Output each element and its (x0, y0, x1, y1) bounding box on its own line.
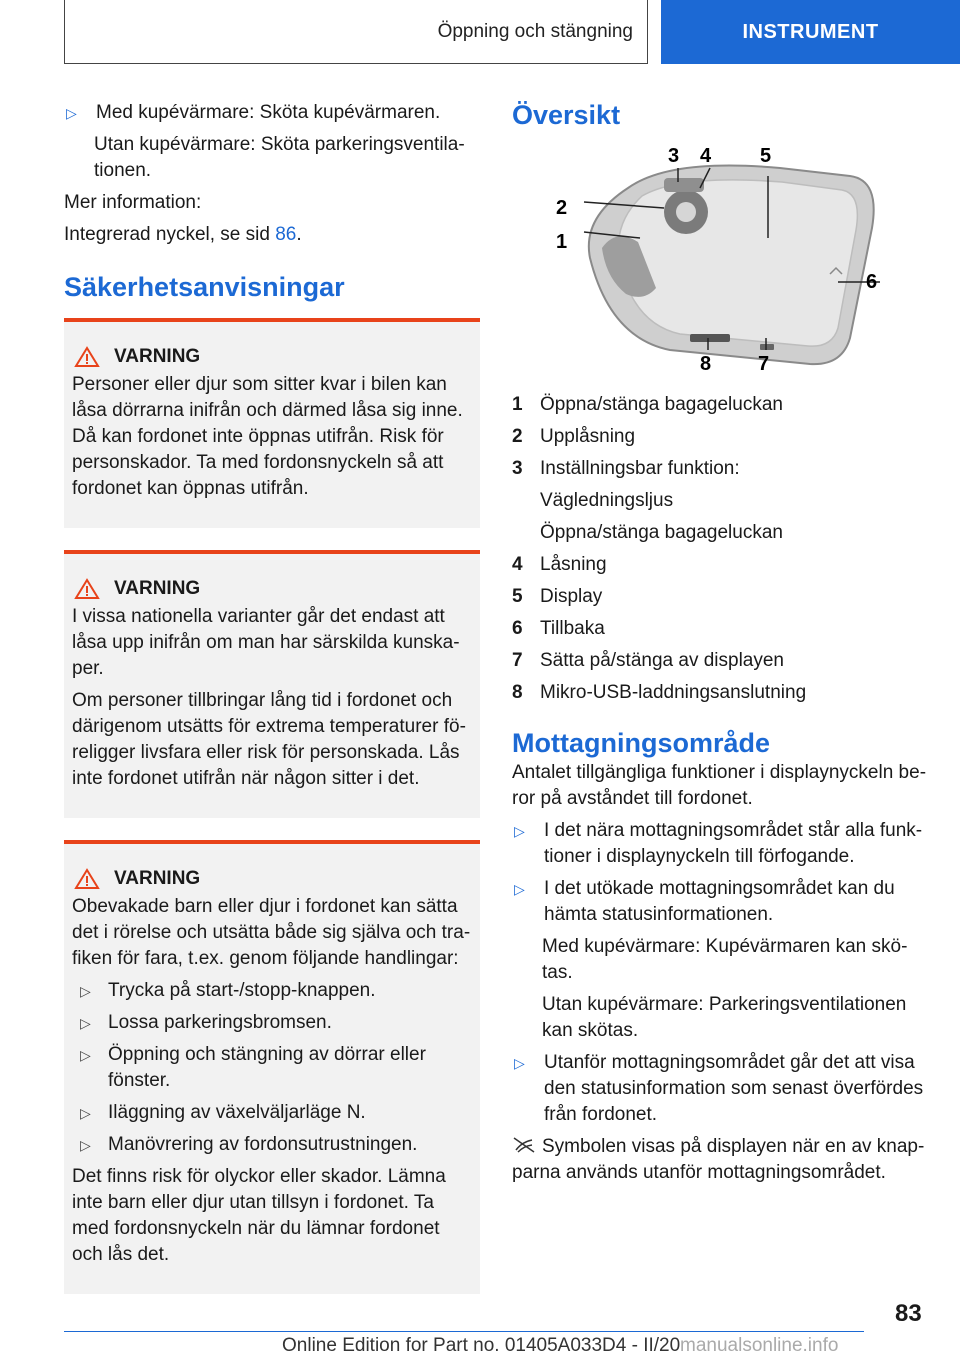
warning-text: Det finns risk för olyckor eller skador. Lämna inte barn eller djur utan tillsyn i fordonet. Ta med fordonsnyckeln när du lämnar fordonet och lås det. (72, 1166, 446, 1265)
legend-item: 5 Display (512, 586, 603, 607)
symbol-note: Symbolen visas på displayen när en av knapparna används utanför mottagningsområdet. (512, 1136, 925, 1183)
footer-edition: Online Edition for Part no. 01405A033D4 - II/20 (282, 1335, 681, 1356)
list-item: ▷ Manövrering av fordonsutrustningen. (72, 1132, 472, 1158)
warning-text: Obevakade barn eller djur i fordonet kan sätta det i rörelse och utsätta både sig själva och trafiken för fara, t.ex. genom följande handlingar: (72, 896, 471, 969)
list-item: ▷ Iläggning av växelväljarläge N. (72, 1100, 472, 1126)
figure-label: 3 (668, 145, 680, 167)
display-key-illustration (550, 138, 880, 374)
section-heading: Översikt (512, 100, 621, 130)
triangle-bullet-icon: ▷ (80, 1015, 91, 1031)
cross-reference: Integrerad nyckel, se sid 86. (64, 224, 302, 245)
figure-label: 1 (556, 231, 568, 253)
triangle-bullet-icon: ▷ (80, 1105, 91, 1121)
list-item: ▷ Trycka på start-/stopp-knappen. (72, 978, 472, 1004)
out-of-range-signal-icon (512, 1136, 538, 1154)
header-section-tab[interactable]: INSTRUMENT (661, 0, 960, 64)
list-item: ▷ Lossa parkeringsbromsen. (72, 1010, 472, 1036)
figure-label: 4 (700, 145, 712, 167)
legend-item: 3 Inställningsbar funktion: (512, 458, 740, 479)
header-chapter: Öppning och stängning (64, 0, 648, 64)
warning-text: Om personer tillbringar lång tid i fordonet och därigenom utsätts för extrema temperaturer föreligger livsfara eller risk för personskada. Lås inte fordonet utifrån när någon sitter i det. (72, 690, 466, 789)
bullet-item: ▷ I det utökade mottagningsområdet kan du hämta statusinformationen. (512, 876, 928, 928)
warning-triangle-icon (74, 578, 100, 600)
legend-item: 2 Upplåsning (512, 426, 636, 447)
warning-text: I vissa nationella varianter går det endast att låsa upp inifrån om man har särskilda kunskaper. (72, 606, 460, 679)
footer-divider (64, 1331, 864, 1332)
legend-subitem: Vägledningsljus (540, 490, 674, 511)
triangle-bullet-icon: ▷ (514, 823, 525, 839)
triangle-bullet-icon: ▷ (80, 983, 91, 999)
list-item: ▷ Öppning och stängning av dörrar eller fönster. (72, 1042, 472, 1094)
legend-subitem: Öppna/stänga bagageluckan (540, 522, 783, 543)
triangle-bullet-icon: ▷ (80, 1047, 91, 1063)
triangle-bullet-icon: ▷ (514, 881, 525, 897)
bullet-sub-text: Med kupévärmare: Kupévärmaren kan skötas. (542, 936, 908, 983)
legend-item: 6 Tillbaka (512, 618, 605, 639)
intro-text: Antalet tillgängliga funktioner i displaynyckeln beror på avståndet till fordonet. (512, 762, 927, 809)
watermark: manualsonline.info (680, 1335, 839, 1356)
left-column (64, 100, 480, 1316)
bullet-sub-text: Utan kupévärmare: Sköta parkeringsventilationen. (94, 134, 465, 181)
figure-label: 7 (758, 353, 770, 374)
page-link[interactable]: 86 (275, 224, 297, 245)
more-info-label: Mer information: (64, 192, 202, 213)
triangle-bullet-icon: ▷ (80, 1137, 91, 1153)
legend-item: 4 Låsning (512, 554, 607, 575)
figure-label: 5 (760, 145, 772, 167)
triangle-bullet-icon: ▷ (514, 1055, 525, 1071)
bullet-sub-text: Utan kupévärmare: Parkeringsventilationen kan skötas. (542, 994, 907, 1041)
warning-box: VARNING Personer eller djur som sitter kvar i bilen kan låsa dörrarna inifrån och därmed låsa sig inne. Då kan fordonet inte öppnas utifrån. Risk för personskador. Ta med fordonsnyckeln så att fordonet kan öppnas utifrån. (64, 318, 480, 528)
bullet-item: ▷ Utanför mottagningsområdet går det att visa den statusinformation som senast överfördes från fordonet. (512, 1050, 928, 1128)
section-heading: Säkerhetsanvisningar (64, 272, 345, 302)
section-heading: Mottagningsområde (512, 728, 771, 758)
triangle-bullet-icon: ▷ (66, 105, 77, 121)
warning-box: VARNING I vissa nationella varianter går det endast att låsa upp inifrån om man har särskilda kunskaper. Om personer tillbringar lång tid i fordonet och därigenom utsätts för extrema temperaturer föreligger livsfara eller risk för personskada. Lås inte fordonet utifrån när någon sitter i det. (64, 550, 480, 818)
legend-item: 8 Mikro-USB-laddningsanslutning (512, 682, 807, 703)
figure-label: 8 (700, 353, 712, 374)
warning-triangle-icon (74, 868, 100, 890)
figure-label: 6 (866, 271, 878, 293)
right-column (512, 100, 928, 1192)
legend-item: 7 Sätta på/stänga av displayen (512, 650, 785, 671)
legend-item: 1 Öppna/stänga bagageluckan (512, 394, 783, 415)
figure-label: 2 (556, 197, 568, 219)
page-number: 83 (895, 1300, 922, 1327)
bullet-item: ▷ I det nära mottagningsområdet står alla funktioner i displaynyckeln till förfogande. (512, 818, 928, 870)
warning-text: Personer eller djur som sitter kvar i bilen kan låsa dörrarna inifrån och därmed låsa sig inne. Då kan fordonet inte öppnas utifrån. Risk för personskador. Ta med fordonsnyckeln så att fordonet kan öppnas utifrån. (72, 374, 463, 499)
bullet-item: ▷ Med kupévärmare: Sköta kupévärmaren. (64, 100, 480, 126)
warning-box: VARNING Obevakade barn eller djur i fordonet kan sätta det i rörelse och utsätta både sig själva och trafiken för fara, t.ex. genom följande handlingar: ▷ Trycka på start-/stopp-knappen. ▷ Lossa parkeringsbromsen. ▷ Öppning och stängning av dörrar eller fönster. ▷ Iläggning av växelväljarläge N. ▷ Manövrering av fordonsutrustningen. Det finns risk för olyckor eller skador. Lämna inte barn eller djur utan tillsyn i fordonet. Ta med fordonsnyckeln när du lämnar fordonet och lås det. (64, 840, 480, 1294)
warning-triangle-icon (74, 346, 100, 368)
display-key-figure (550, 138, 880, 374)
